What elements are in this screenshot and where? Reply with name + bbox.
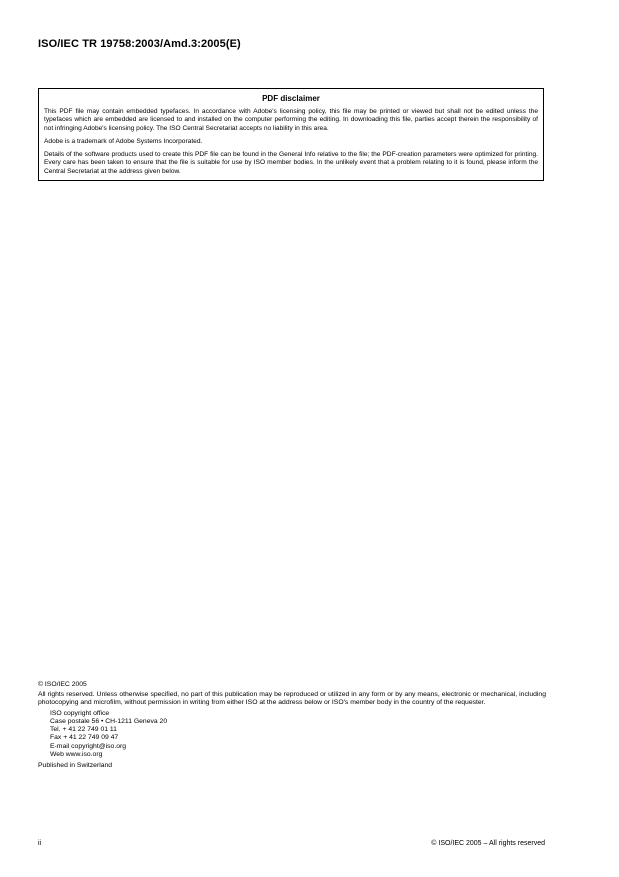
address-line: Tel. + 41 22 749 01 11 xyxy=(50,726,117,734)
address-line: Web www.iso.org xyxy=(50,750,103,758)
copyright-section xyxy=(38,681,546,771)
pdf-disclaimer-box xyxy=(38,88,544,181)
rights-statement: All rights reserved. Unless otherwise specified, no part of this publication may be reproduced or utilized in any form or by any means, electronic or mechanical, including photocopying and microfilm, without permission in writing from either ISO at the address below or ISO's member body in the country of the requester. xyxy=(38,690,546,707)
copyright-office-address xyxy=(38,710,546,759)
published-in: Published in Switzerland xyxy=(38,762,113,769)
disclaimer-paragraph-typefaces: This PDF file may contain embedded typefaces. In accordance with Adobe's licensing policy, this file may be printed or viewed but shall not be edited unless the typefaces which are embedded are licensed to and installed on the computer performing the editing. In downloading this file, parties accept therein the responsibility of not infringing Adobe's licensing policy. The ISO Central Secretariat accepts no liability in this area. xyxy=(44,108,538,132)
address-line: Case postale 56 • CH-1211 Geneva 20 xyxy=(50,717,168,725)
address-line: Fax + 41 22 749 09 47 xyxy=(50,734,119,742)
copyright-notice: © ISO/IEC 2005 xyxy=(38,681,87,688)
disclaimer-paragraph-trademark: Adobe is a trademark of Adobe Systems Incorporated. xyxy=(44,137,203,145)
address-line: ISO copyright office xyxy=(50,709,110,717)
disclaimer-paragraph-details: Details of the software products used to create this PDF file can be found in the General Info relative to the file; the PDF-creation parameters were optimized for printing. Every care has been taken to ensure that the file is suitable for use by ISO member bodies. In the unlikely event that a problem relating to it is found, please inform the Central Secretariat at the address given below. xyxy=(44,151,538,175)
footer-copyright: © ISO/IEC 2005 – All rights reserved xyxy=(431,840,545,847)
address-line: E-mail copyright@iso.org xyxy=(50,742,127,750)
document-header: ISO/IEC TR 19758:2003/Amd.3:2005(E) xyxy=(38,38,241,50)
page-number: ii xyxy=(38,840,42,847)
disclaimer-title: PDF disclaimer xyxy=(262,94,320,103)
